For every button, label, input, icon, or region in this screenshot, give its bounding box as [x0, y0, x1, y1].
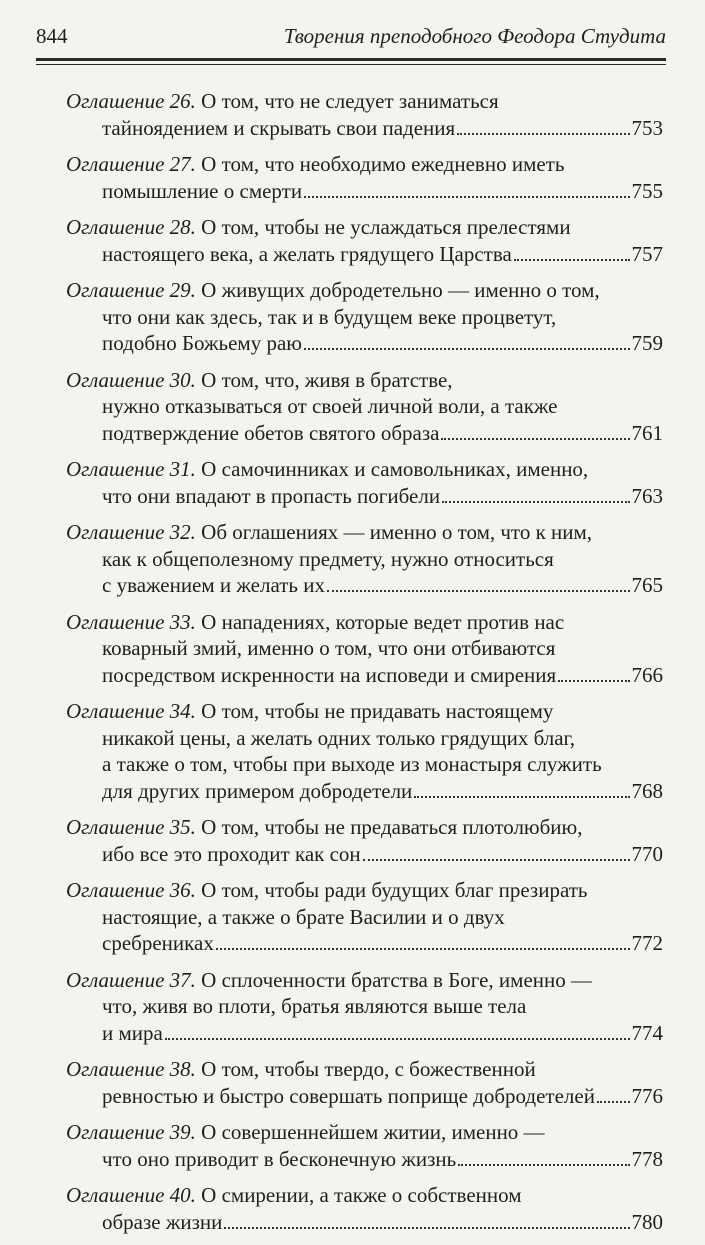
- toc-entry-line-text: О нападениях, которые ведет против нас: [201, 609, 565, 634]
- toc-page-number: 778: [631, 1146, 663, 1171]
- toc-entry[interactable]: [66, 1056, 663, 1109]
- toc-entry-text: [66, 89, 499, 113]
- toc-entry-label: Оглашение 39.: [66, 1120, 196, 1144]
- toc-entry-line-text: настоящие, а также о брате Василии и о двух: [102, 904, 505, 929]
- toc-entry-label: Оглашение 26.: [66, 89, 196, 113]
- toc-entry-line: [66, 877, 663, 904]
- toc-entry-line: [66, 751, 663, 778]
- toc-entry[interactable]: [66, 456, 663, 509]
- toc-entry-line: [66, 304, 663, 331]
- toc-entry[interactable]: [66, 367, 663, 447]
- toc-entry-line-text: образе жизни: [102, 1209, 223, 1234]
- toc-entry-text: [102, 178, 302, 205]
- toc-entry-line: [66, 151, 663, 178]
- toc-entry-text: [102, 1146, 456, 1173]
- dot-leader: [457, 133, 629, 135]
- toc-entry-line: [66, 1119, 663, 1146]
- toc-entry-text: [66, 457, 588, 481]
- toc-entry-line-text: О том, чтобы не придавать настоящему: [201, 699, 554, 723]
- toc-entry-line-text: с уважением и желать их: [102, 573, 325, 597]
- dot-leader: [327, 590, 630, 592]
- toc-entry-text: [102, 1020, 163, 1047]
- toc-entry-line: [66, 1182, 663, 1209]
- toc-entry-line-text: О том, чтобы не предаваться плотолюбию,: [201, 815, 583, 839]
- table-of-contents: [66, 88, 663, 1245]
- toc-entry-line-text: для других примером добродетели: [102, 778, 413, 803]
- toc-entry-line: [66, 1209, 663, 1236]
- toc-entry[interactable]: [66, 151, 663, 204]
- toc-page-number: 765: [631, 573, 663, 597]
- dot-leader: [304, 348, 630, 350]
- toc-entry-line-text: О том, чтобы ради будущих благ презирать: [201, 878, 588, 902]
- dot-leader: [458, 1164, 629, 1166]
- toc-entry-line-text: и мира: [102, 1020, 163, 1045]
- toc-entry-text: [102, 905, 505, 929]
- dot-leader: [216, 948, 630, 950]
- toc-entry[interactable]: [66, 214, 663, 267]
- toc-entry-text: [102, 305, 556, 329]
- toc-entry[interactable]: [66, 967, 663, 1047]
- toc-entry-text: [66, 878, 588, 902]
- toc-entry-line: [66, 904, 663, 931]
- dot-leader: [442, 501, 629, 503]
- toc-entry-text: [102, 330, 302, 357]
- dot-leader: [441, 438, 629, 440]
- toc-entry-line-text: О самочинниках и самовольниках, именно,: [201, 457, 589, 481]
- toc-entry[interactable]: [66, 877, 663, 957]
- toc-entry-text: [66, 1183, 522, 1207]
- toc-entry-line-text: как к общеполезному предмету, нужно относиться: [102, 546, 554, 571]
- toc-entry-line: [66, 967, 663, 994]
- toc-entry-line-text: О том, чтобы не услаждаться прелестями: [201, 215, 571, 239]
- toc-entry-line-text: настоящего века, а желать грядущего Царства: [102, 241, 512, 266]
- toc-entry-label: Оглашение 34.: [66, 699, 196, 723]
- toc-entry-text: [66, 278, 600, 302]
- toc-page-number: 780: [631, 1209, 663, 1234]
- toc-entry-line: [66, 609, 663, 636]
- toc-entry-text: [102, 778, 412, 805]
- toc-entry-line-text: что, живя во плоти, братья являются выше тела: [102, 994, 527, 1018]
- toc-entry-line-text: О сплоченности братства в Боге, именно —: [201, 967, 593, 992]
- running-title: Творения преподобного Феодора Студита: [283, 24, 666, 48]
- toc-entry-text: [102, 241, 512, 268]
- toc-entry-text: [102, 1083, 595, 1110]
- toc-entry-line: [66, 778, 663, 805]
- toc-entry-line: [66, 635, 663, 662]
- toc-entry-label: Оглашение 37.: [66, 967, 196, 992]
- toc-entry-line-text: О том, чтобы твердо, с божественной: [201, 1057, 536, 1081]
- toc-entry-line-text: О совершеннейшем житии, именно —: [201, 1120, 545, 1144]
- toc-entry[interactable]: [66, 1119, 663, 1172]
- toc-entry-line: [66, 483, 663, 510]
- toc-page-number: 759: [631, 331, 663, 355]
- header-rule-thick: [36, 58, 666, 61]
- toc-entry-label: Оглашение 28.: [66, 215, 196, 239]
- toc-entry-line: [66, 241, 663, 268]
- toc-entry-line-text: нужно отказываться от своей личной воли, а также: [102, 394, 558, 418]
- toc-entry-text: [102, 726, 575, 750]
- toc-entry[interactable]: [66, 519, 663, 599]
- toc-entry-line: [66, 1146, 663, 1173]
- toc-entry-line: [66, 214, 663, 241]
- toc-entry-label: Оглашение 33.: [66, 609, 196, 634]
- toc-entry-line-text: О том, что необходимо ежедневно иметь: [201, 152, 565, 176]
- toc-page-number: 763: [631, 483, 663, 508]
- toc-entry-line-text: О том, что, живя в братстве,: [201, 367, 453, 392]
- toc-entry-text: [102, 1209, 222, 1236]
- dot-leader: [304, 196, 629, 198]
- toc-entry[interactable]: [66, 609, 663, 689]
- toc-page-number: 753: [631, 115, 663, 140]
- toc-entry-label: Оглашение 32.: [66, 520, 196, 544]
- toc-entry-label: Оглашение 29.: [66, 278, 196, 302]
- toc-entry-line-text: Об оглашениях — именно о том, что к ним,: [201, 520, 593, 544]
- toc-entry-text: [66, 215, 571, 239]
- toc-entry-text: [66, 1057, 536, 1081]
- toc-entry-label: Оглашение 31.: [66, 457, 196, 481]
- toc-entry-line: [66, 698, 663, 725]
- toc-entry[interactable]: [66, 814, 663, 867]
- toc-entry-line-text: посредством искренности на исповеди и смирения: [102, 662, 557, 687]
- toc-entry-text: [102, 420, 439, 447]
- toc-entry[interactable]: [66, 277, 663, 357]
- toc-entry-label: Оглашение 38.: [66, 1057, 196, 1081]
- toc-entry-line: [66, 88, 663, 115]
- toc-entry-line-text: что они как здесь, так и в будущем веке процветут,: [102, 304, 557, 329]
- toc-entry-text: [66, 1120, 545, 1144]
- toc-entry-line: [66, 330, 663, 357]
- toc-entry-text: [102, 841, 361, 868]
- toc-entry-line-text: ревностью и быстро совершать поприще добродетелей: [102, 1083, 595, 1108]
- toc-page-number: 761: [631, 420, 663, 445]
- toc-entry-line-text: помышление о смерти: [102, 178, 303, 203]
- toc-entry-label: Оглашение 40.: [66, 1183, 196, 1207]
- toc-entry-line-text: сребрениках: [102, 931, 214, 955]
- toc-entry-line: [66, 1056, 663, 1083]
- toc-entry-text: [66, 815, 582, 839]
- toc-entry-text: [102, 394, 557, 418]
- page-number: 844: [36, 24, 68, 48]
- toc-entry-line-text: О живущих добродетельно — именно о том,: [201, 278, 600, 302]
- toc-entry-text: [66, 610, 564, 634]
- toc-entry-text: [102, 636, 555, 660]
- toc-entry-line-text: что они впадают в пропасть погибели: [102, 483, 441, 508]
- toc-entry-line: [66, 115, 663, 142]
- toc-page-number: 772: [631, 931, 663, 955]
- toc-entry-line: [66, 420, 663, 447]
- toc-entry-line: [66, 1083, 663, 1110]
- toc-entry-line-text: О том, что не следует заниматься: [201, 89, 499, 113]
- toc-entry-text: [66, 968, 592, 992]
- toc-entry-label: Оглашение 35.: [66, 815, 196, 839]
- toc-entry-line: [66, 393, 663, 420]
- toc-page-number: 755: [631, 178, 663, 203]
- toc-entry-line-text: подтверждение обетов святого образа: [102, 420, 440, 445]
- dot-leader: [363, 859, 630, 861]
- dot-leader: [165, 1038, 630, 1040]
- toc-entry-line: [66, 572, 663, 599]
- toc-entry-text: [102, 547, 554, 571]
- toc-entry-text: [66, 699, 553, 723]
- toc-page-number: 768: [631, 778, 663, 803]
- page-header: [36, 20, 666, 60]
- toc-entry-text: [66, 152, 564, 176]
- toc-entry-line: [66, 930, 663, 957]
- toc-entry-line: [66, 662, 663, 689]
- toc-entry-line: [66, 993, 663, 1020]
- toc-entry-line: [66, 814, 663, 841]
- toc-entry-text: [66, 520, 592, 544]
- dot-leader: [414, 796, 629, 798]
- toc-entry[interactable]: [66, 698, 663, 804]
- toc-entry-line: [66, 277, 663, 304]
- toc-entry-line-text: никакой цены, а желать одних только грядущих благ,: [102, 725, 576, 750]
- toc-page-number: 766: [631, 662, 663, 687]
- toc-entry-line-text: коварный змий, именно о том, что они отбиваются: [102, 636, 556, 660]
- toc-page-number: 776: [631, 1083, 663, 1108]
- toc-entry-line: [66, 725, 663, 752]
- toc-page-number: 770: [631, 841, 663, 866]
- toc-entry-line: [66, 841, 663, 868]
- toc-entry-text: [66, 368, 453, 392]
- dot-leader: [224, 1227, 629, 1229]
- toc-entry-line-text: а также о том, чтобы при выходе из монастыря служить: [102, 752, 602, 776]
- toc-entry[interactable]: [66, 88, 663, 141]
- toc-entry-line-text: что оно приводит в бесконечную жизнь: [102, 1146, 457, 1171]
- toc-entry-line: [66, 1020, 663, 1047]
- toc-entry-label: Оглашение 27.: [66, 152, 196, 176]
- toc-entry-text: [102, 994, 526, 1018]
- toc-entry-text: [102, 572, 325, 599]
- toc-entry-text: [102, 115, 455, 142]
- toc-entry-line: [66, 178, 663, 205]
- toc-entry-line-text: О смирении, а также о собственном: [201, 1183, 522, 1207]
- toc-entry[interactable]: [66, 1182, 663, 1235]
- toc-page-number: 757: [631, 241, 663, 266]
- toc-entry-line: [66, 546, 663, 573]
- toc-entry-line: [66, 367, 663, 394]
- toc-entry-label: Оглашение 30.: [66, 367, 196, 392]
- toc-entry-line-text: тайноядением и скрывать свои падения: [102, 115, 456, 140]
- toc-entry-line-text: подобно Божьему раю: [102, 331, 302, 355]
- header-rule-thin: [36, 64, 666, 65]
- toc-entry-label: Оглашение 36.: [66, 878, 196, 902]
- toc-entry-line-text: ибо все это проходит как сон: [102, 841, 361, 866]
- dot-leader: [514, 259, 630, 261]
- toc-entry-text: [102, 483, 440, 510]
- toc-entry-text: [102, 930, 214, 957]
- toc-entry-line: [66, 456, 663, 483]
- toc-page-number: 774: [631, 1020, 663, 1045]
- dot-leader: [597, 1101, 630, 1103]
- toc-entry-text: [102, 752, 602, 776]
- toc-entry-line: [66, 519, 663, 546]
- dot-leader: [558, 680, 629, 682]
- toc-entry-text: [102, 662, 556, 689]
